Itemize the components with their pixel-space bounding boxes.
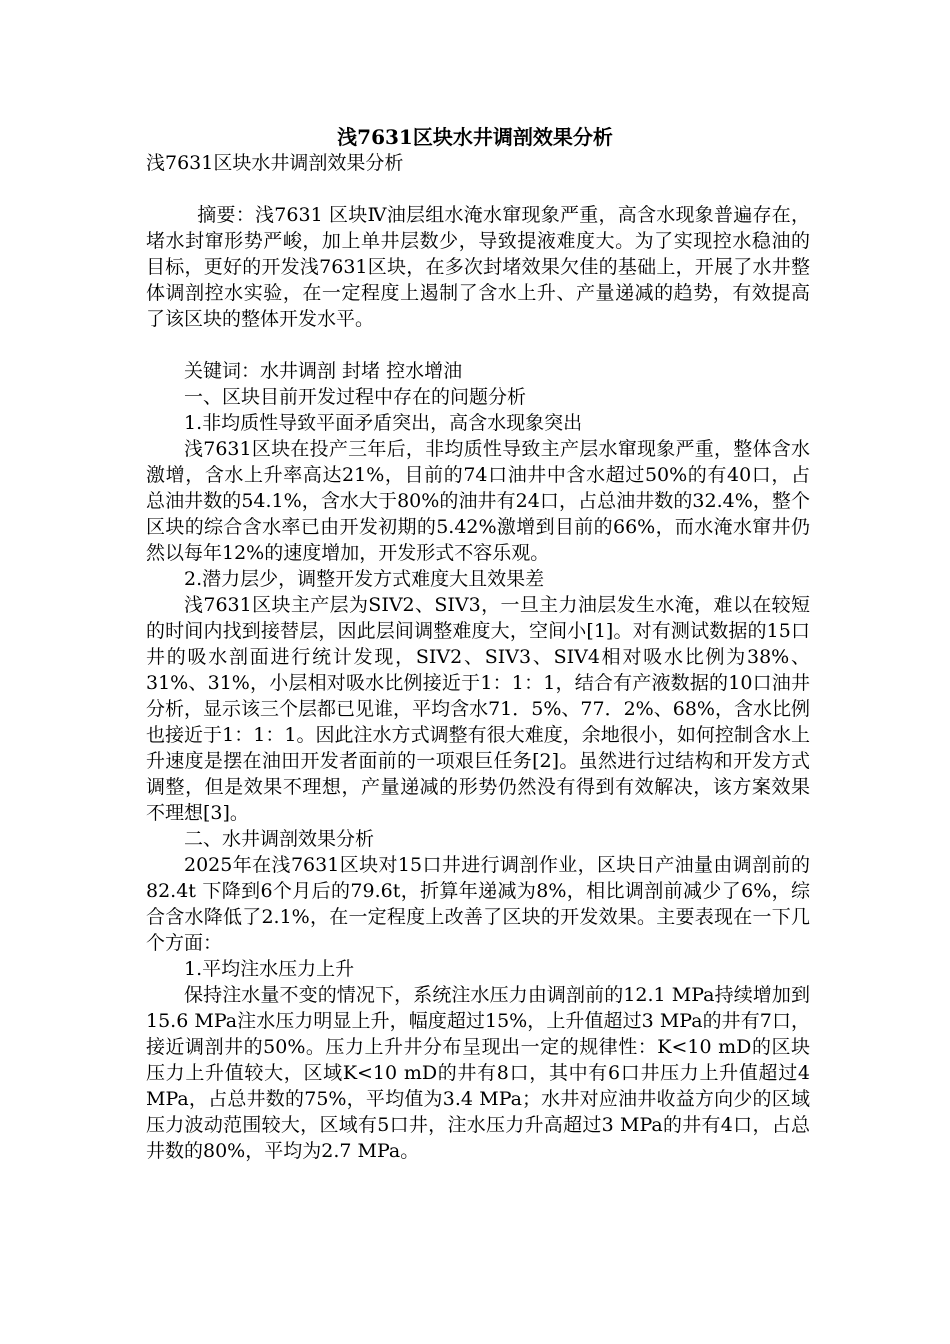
body-paragraph: 浅7631区块主产层为SIV2、SIV3，一旦主力油层发生水淹，难以在较短的时间内找到接替层，因此层间调整难度大，空间小[1]。对有测试数据的15口井的吸水剖面进行统计发现，SIV2、SIV3、SIV4相对吸水比例为38%、31%、31%，小层相对吸水比例接近于1：1：1，结合有产液数据的10口油井分析，显示该三个层都已见谁，平均含水71．5%、77．2%、68%，含水比例也接近于1：1：1。因此注水方式调整有很大难度，余地很小，如何控制含水上升速度是摆在油田开发者面前的一项艰巨任务[2]。虽然进行过结构和开发方式调整，但是效果不理想，产量递减的形势仍然没有得到有效解决，该方案效果不理想[3]。 [146, 594, 810, 824]
document-body [146, 202, 810, 1164]
section-heading-1: 一、区块目前开发过程中存在的问题分析 [184, 386, 527, 408]
document-title: 浅7631区块水井调剖效果分析 [337, 125, 613, 149]
section-heading-2: 二、水井调剖效果分析 [184, 828, 375, 850]
subsection-heading-1-2: 2.潜力层少，调整开发方式难度大且效果差 [184, 568, 545, 590]
body-paragraph: 保持注水量不变的情况下，系统注水压力由调剖前的12.1 MPa持续增加到15.6 MPa注水压力明显上升，幅度超过15%，上升值超过3 MPa的井有7口，接近调剖井的50%。压力上升井分布呈现出一定的规律性：K<10 mD的区块压力上升值较大，区域K<10 mD的井有8口，其中有6口井压力上升值超过4 MPa，占总井数的75%，平均值为3.4 MPa；水井对应油井收益方向少的区域压力波动范围较大，区域有5口井，注水压力升高超过3 MPa的井有4口，占总井数的80%，平均为2.7 MPa。 [146, 984, 810, 1162]
body-paragraph: 2025年在浅7631区块对15口井进行调剖作业，区块日产油量由调剖前的82.4t 下降到6个月后的79.6t，折算年递减为8%，相比调剖前减少了6%，综合含水降低了2.1%，在一定程度上改善了区块的开发效果。主要表现在一下几个方面： [146, 854, 810, 954]
keywords-line: 关键词：水井调剖 封堵 控水增油 [184, 360, 463, 382]
subsection-heading-2-1: 1.平均注水压力上升 [184, 958, 355, 980]
document-subtitle: 浅7631区块水井调剖效果分析 [146, 152, 404, 174]
abstract-paragraph: 摘要：浅7631 区块Ⅳ油层组水淹水窜现象严重，高含水现象普遍存在，堵水封窜形势严峻，加上单井层数少，导致提液难度大。为了实现控水稳油的目标，更好的开发浅7631区块，在多次封堵效果欠佳的基础上，开展了水井整体调剖控水实验，在一定程度上遏制了含水上升、产量递减的趋势，有效提高了该区块的整体开发水平。 [146, 204, 810, 330]
subsection-heading-1-1: 1.非均质性导致平面矛盾突出，高含水现象突出 [184, 412, 583, 434]
body-paragraph: 浅7631区块在投产三年后，非均质性导致主产层水窜现象严重，整体含水激增，含水上升率高达21%，目前的74口油井中含水超过50%的有40口，占总油井数的54.1%，含水大于80%的油井有24口，占总油井数的32.4%，整个区块的综合含水率已由开发初期的5.42%激增到目前的66%，而水淹水窜井仍然以每年12%的速度增加，开发形式不容乐观。 [146, 438, 810, 564]
